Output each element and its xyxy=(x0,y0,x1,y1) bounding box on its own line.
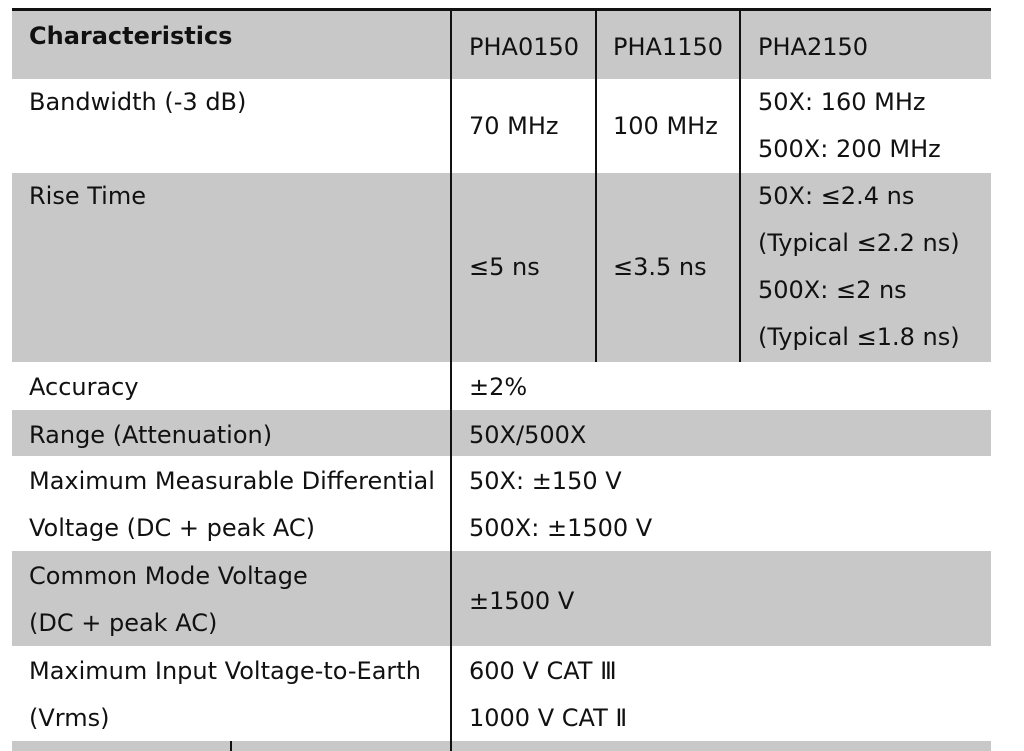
rise-time-pha2150-50x-typical: (Typical ≤2.2 ns) xyxy=(758,229,960,257)
common-mode-label-line1: Common Mode Voltage xyxy=(29,562,308,590)
max-diff-voltage-500x: 500X: ±1500 V xyxy=(469,514,653,542)
range-label: Range (Attenuation) xyxy=(29,421,273,449)
accuracy-value: ±2% xyxy=(469,373,528,401)
rise-time-pha2150-500x-typical: (Typical ≤1.8 ns) xyxy=(758,323,960,351)
rise-time-pha0150: ≤5 ns xyxy=(469,253,540,281)
rise-time-pha2150 xyxy=(758,173,960,361)
bandwidth-pha2150-500x: 500X: 200 MHz xyxy=(758,135,941,163)
column-divider-pha1150-pha2150 xyxy=(739,11,741,362)
table-row-cutoff xyxy=(12,741,991,751)
max-diff-voltage-label-line2: Voltage (DC + peak AC) xyxy=(29,514,315,542)
table-row-range xyxy=(12,410,991,456)
accuracy-label: Accuracy xyxy=(29,373,139,401)
spec-table xyxy=(12,0,992,751)
range-value: 50X/500X xyxy=(469,421,587,449)
table-row-common-mode xyxy=(12,551,991,646)
table-row-max-diff-voltage xyxy=(12,456,991,551)
bandwidth-pha1150: 100 MHz xyxy=(613,112,718,140)
bandwidth-label: Bandwidth (-3 dB) xyxy=(29,88,247,116)
bandwidth-pha2150-50x: 50X: 160 MHz xyxy=(758,88,926,116)
rise-time-pha1150: ≤3.5 ns xyxy=(613,253,707,281)
table-header-row xyxy=(12,11,991,79)
rise-time-pha2150-50x: 50X: ≤2.4 ns xyxy=(758,182,915,210)
table-row-max-input-earth xyxy=(12,646,991,741)
max-input-earth-cat3: 600 V CAT Ⅲ xyxy=(469,657,617,685)
header-model-pha2150: PHA2150 xyxy=(758,33,869,61)
table-row-rise-time xyxy=(12,173,991,362)
max-diff-voltage-label-line1: Maximum Measurable Differential xyxy=(29,467,435,495)
max-input-earth-label xyxy=(29,648,421,742)
max-input-earth-cat2: 1000 V CAT Ⅱ xyxy=(469,704,628,732)
column-divider-main xyxy=(450,11,452,751)
common-mode-label xyxy=(29,553,308,647)
max-input-earth-label-line2: (Vrms) xyxy=(29,704,110,732)
table-row-bandwidth xyxy=(12,79,991,173)
header-characteristics: Characteristics xyxy=(29,22,233,50)
column-divider-cutoff xyxy=(230,741,232,751)
max-input-earth-value xyxy=(469,648,627,742)
common-mode-label-line2: (DC + peak AC) xyxy=(29,609,218,637)
rise-time-pha2150-500x: 500X: ≤2 ns xyxy=(758,276,907,304)
header-model-pha1150: PHA1150 xyxy=(613,33,724,61)
column-divider-pha0150-pha1150 xyxy=(595,11,597,362)
bandwidth-pha2150 xyxy=(758,79,941,173)
max-diff-voltage-value xyxy=(469,458,652,552)
max-diff-voltage-50x: 50X: ±150 V xyxy=(469,467,622,495)
max-diff-voltage-label xyxy=(29,458,435,552)
bandwidth-pha0150: 70 MHz xyxy=(469,112,559,140)
header-model-pha0150: PHA0150 xyxy=(469,33,580,61)
max-input-earth-label-line1: Maximum Input Voltage-to-Earth xyxy=(29,657,421,685)
common-mode-value: ±1500 V xyxy=(469,587,575,615)
table-row-accuracy xyxy=(12,362,991,410)
rise-time-label: Rise Time xyxy=(29,182,146,210)
